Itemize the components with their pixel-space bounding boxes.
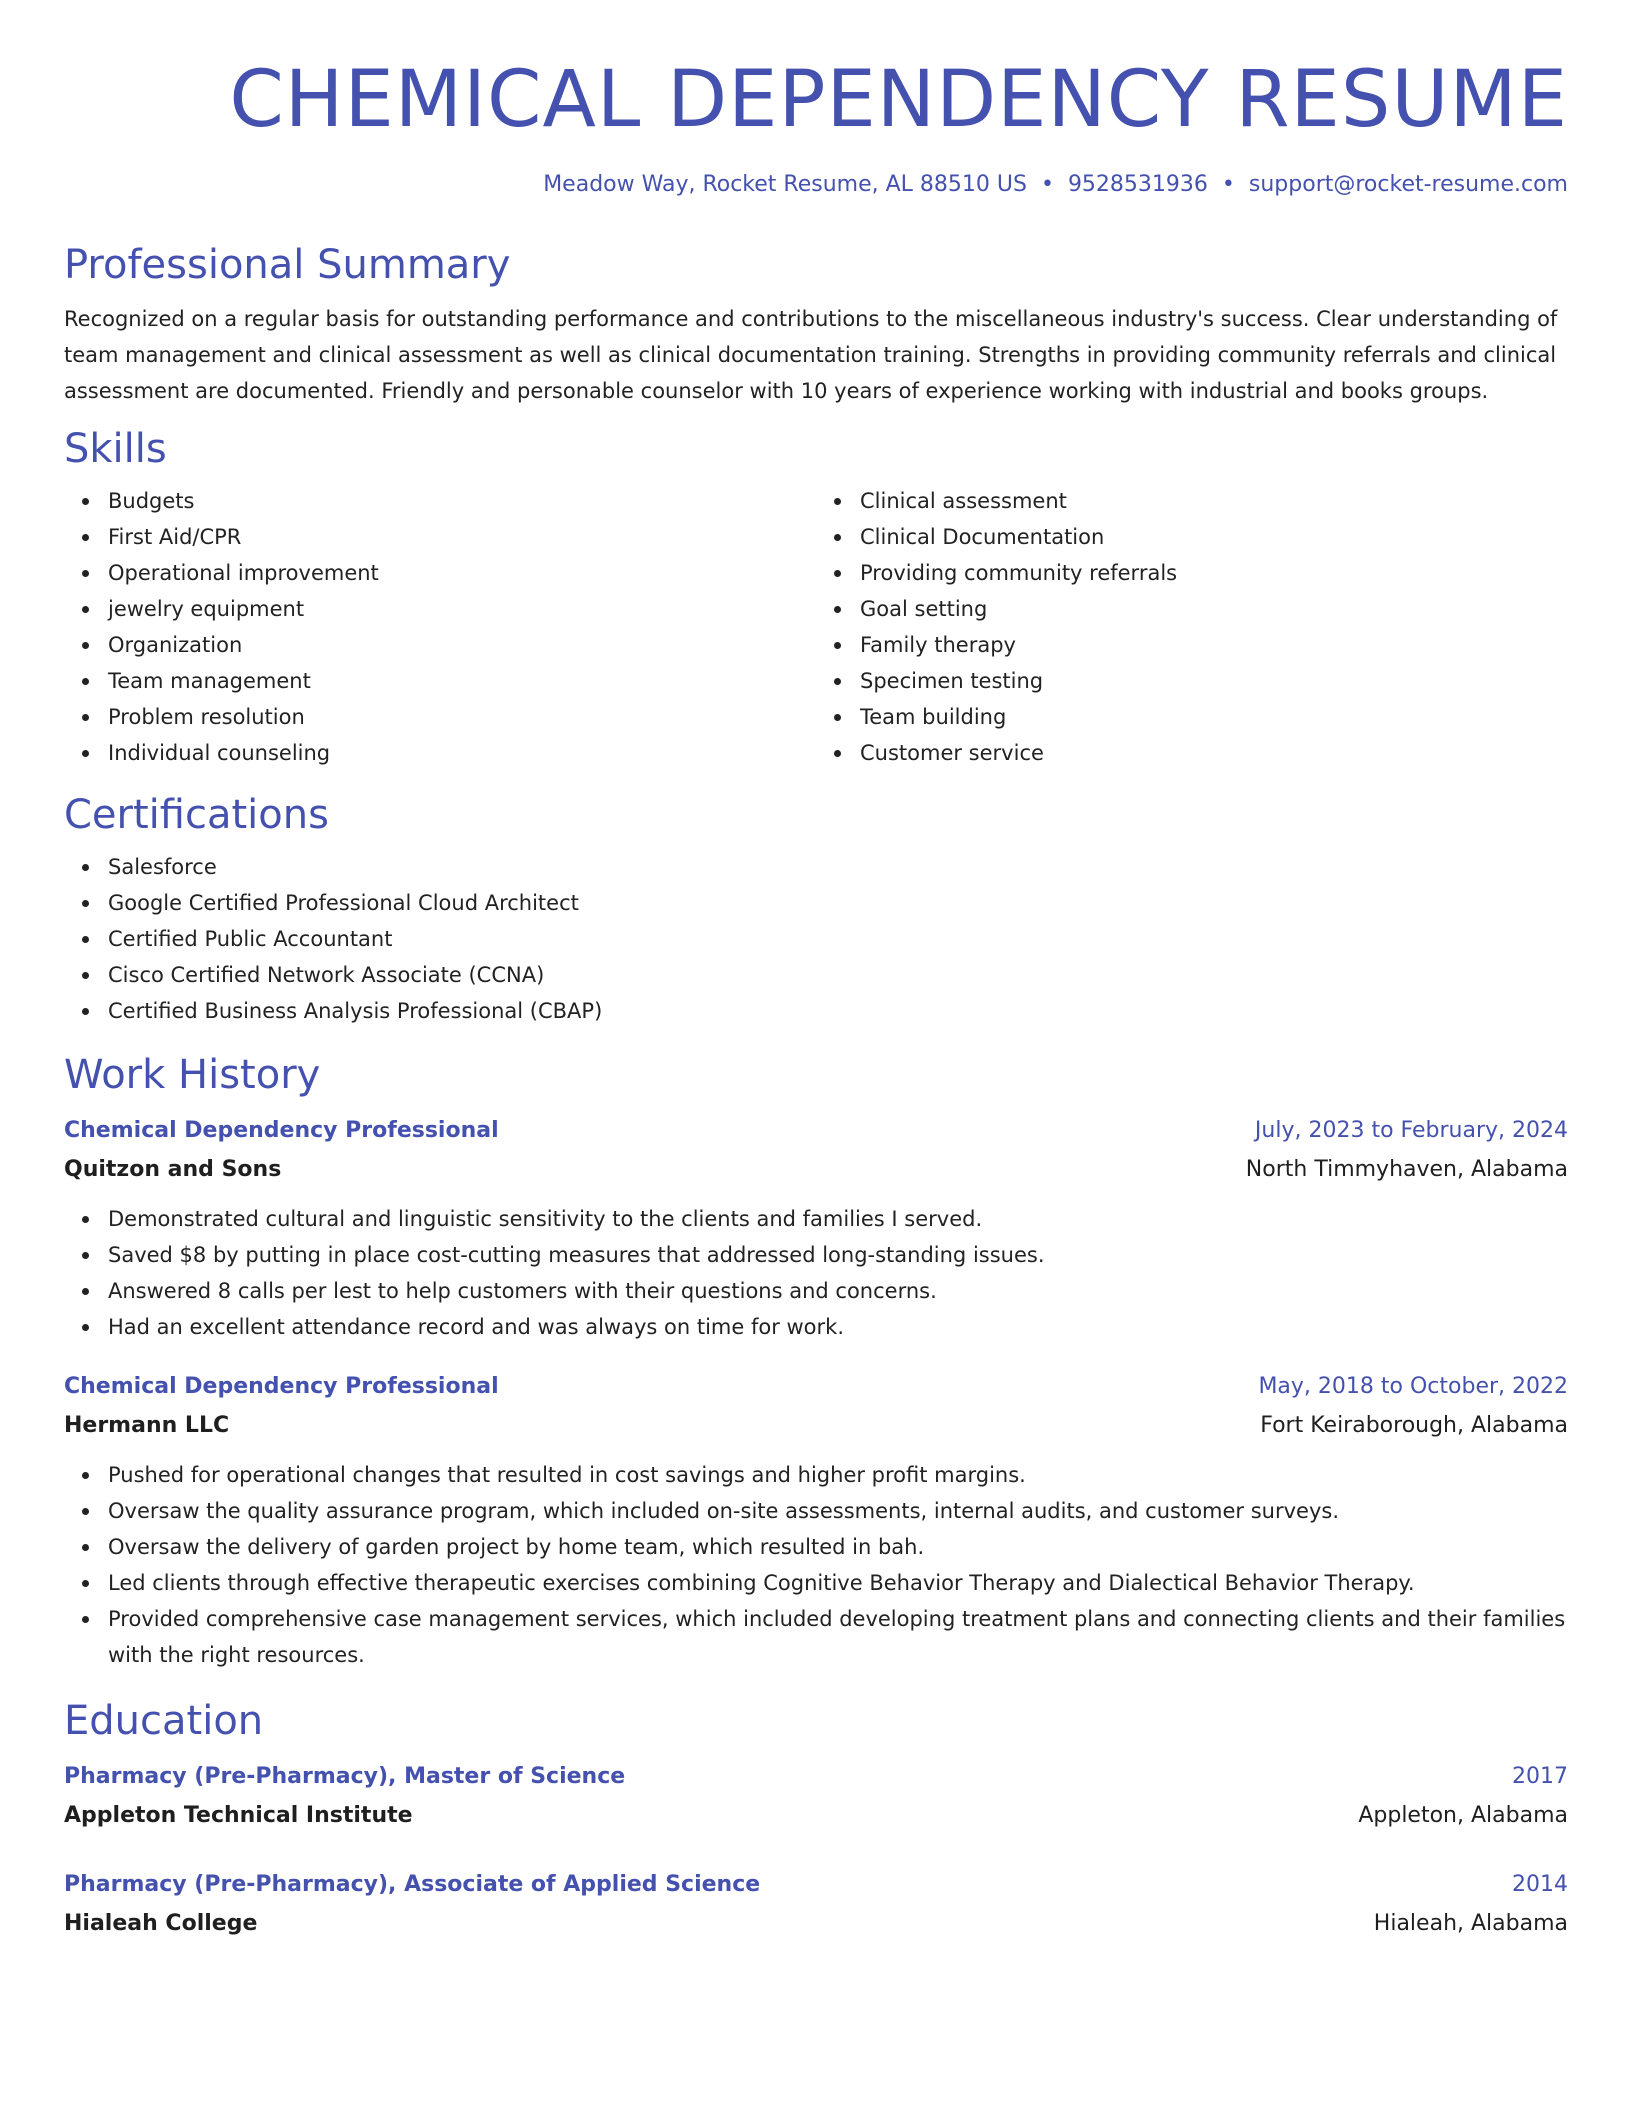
skills-list-right [816,483,1568,771]
skill-item: Individual counseling [108,735,816,771]
skill-item: Clinical Documentation [860,519,1568,555]
summary-section [64,239,1568,409]
education-school: Appleton Technical Institute [64,1803,413,1828]
certifications-section [64,789,1568,1029]
job-bullet: Had an excellent attendance record and was always on time for work. [108,1309,1568,1345]
job-header [64,1367,1568,1407]
certification-item: Salesforce [108,849,1568,885]
education-subheader [64,1797,1568,1835]
skill-item: Goal setting [860,591,1568,627]
job-company: Hermann LLC [64,1413,230,1438]
skill-item: Budgets [108,483,816,519]
certification-item: Cisco Certified Network Associate (CCNA) [108,957,1568,993]
certifications-list [64,849,1568,1029]
education-degree: Pharmacy (Pre-Pharmacy), Master of Science [64,1764,626,1789]
contact-email[interactable]: support@rocket-resume.com [1248,172,1568,197]
skill-item: Clinical assessment [860,483,1568,519]
education-location: Appleton, Alabama [1358,1803,1568,1828]
job-location: North Timmyhaven, Alabama [1245,1157,1568,1182]
job-entry [64,1367,1568,1673]
certification-item: Google Certified Professional Cloud Architect [108,885,1568,921]
job-bullet: Oversaw the delivery of garden project by home team, which resulted in bah. [108,1529,1568,1565]
job-dates: May, 2018 to October, 2022 [1258,1374,1568,1399]
job-bullet: Oversaw the quality assurance program, which included on-site assessments, internal audits, and customer surveys. [108,1493,1568,1529]
job-company: Quitzon and Sons [64,1157,282,1182]
job-bullet: Provided comprehensive case management services, which included developing treatment plans and connecting clients and their families with the right resources. [108,1601,1568,1673]
education-school: Hialeah College [64,1911,258,1936]
job-bullet: Answered 8 calls per lest to help customers with their questions and concerns. [108,1273,1568,1309]
skill-item: Specimen testing [860,663,1568,699]
skills-section [64,423,1568,771]
education-year: 2017 [1512,1764,1568,1789]
contact-address: Meadow Way, Rocket Resume, AL 88510 US [543,172,1027,197]
summary-text: Recognized on a regular basis for outstanding performance and contributions to the miscellaneous industry's success. Clear understanding of team management and clinical assessment as well as clinical documentation training. Strengths in providing community referrals and clinical assessment are documented. Friendly and personable counselor with 10 years of experience working with industrial and books groups. [64,307,1558,403]
contact-line [64,172,1568,197]
resume-title: CHEMICAL DEPENDENCY RESUME [229,55,1568,145]
education-heading: Education [64,1698,264,1744]
job-title: Chemical Dependency Professional [64,1374,499,1399]
skill-item: Team building [860,699,1568,735]
job-bullet: Led clients through effective therapeutic exercises combining Cognitive Behavior Therapy and Dialectical Behavior Therapy. [108,1565,1568,1601]
education-year: 2014 [1512,1872,1568,1897]
job-bullet: Saved $8 by putting in place cost-cutting measures that addressed long-standing issues. [108,1237,1568,1273]
summary-heading: Professional Summary [64,242,511,288]
job-title: Chemical Dependency Professional [64,1118,499,1143]
contact-separator: • [1221,172,1235,197]
skill-item: Problem resolution [108,699,816,735]
skill-item: Customer service [860,735,1568,771]
education-header [64,1757,1568,1797]
skill-item: Family therapy [860,627,1568,663]
certifications-heading: Certifications [64,792,329,838]
job-entry [64,1111,1568,1345]
education-entry [64,1757,1568,1835]
education-degree: Pharmacy (Pre-Pharmacy), Associate of Applied Science [64,1872,761,1897]
skills-heading: Skills [64,426,167,472]
work-history-heading: Work History [64,1052,321,1098]
skill-item: Team management [108,663,816,699]
contact-separator: • [1040,172,1054,197]
skill-item: jewelry equipment [108,591,816,627]
job-location: Fort Keiraborough, Alabama [1260,1413,1568,1438]
skill-item: Organization [108,627,816,663]
job-bullets [64,1201,1568,1345]
contact-phone: 9528531936 [1067,172,1208,197]
job-subheader [64,1407,1568,1445]
skill-item: Providing community referrals [860,555,1568,591]
skills-grid [64,475,1568,771]
work-history-section [64,1049,1568,1673]
job-dates: July, 2023 to February, 2024 [1254,1118,1568,1143]
skill-item: First Aid/CPR [108,519,816,555]
job-bullet: Demonstrated cultural and linguistic sensitivity to the clients and families I served. [108,1201,1568,1237]
skill-item: Operational improvement [108,555,816,591]
job-bullets [64,1457,1568,1673]
skills-list-left [64,483,816,771]
certification-item: Certified Business Analysis Professional (CBAP) [108,993,1568,1029]
job-subheader [64,1151,1568,1189]
job-bullet: Pushed for operational changes that resulted in cost savings and higher profit margins. [108,1457,1568,1493]
education-entry [64,1865,1568,1943]
certification-item: Certified Public Accountant [108,921,1568,957]
education-subheader [64,1905,1568,1943]
education-header [64,1865,1568,1905]
job-header [64,1111,1568,1151]
education-location: Hialeah, Alabama [1373,1911,1568,1936]
education-section [64,1695,1568,1943]
